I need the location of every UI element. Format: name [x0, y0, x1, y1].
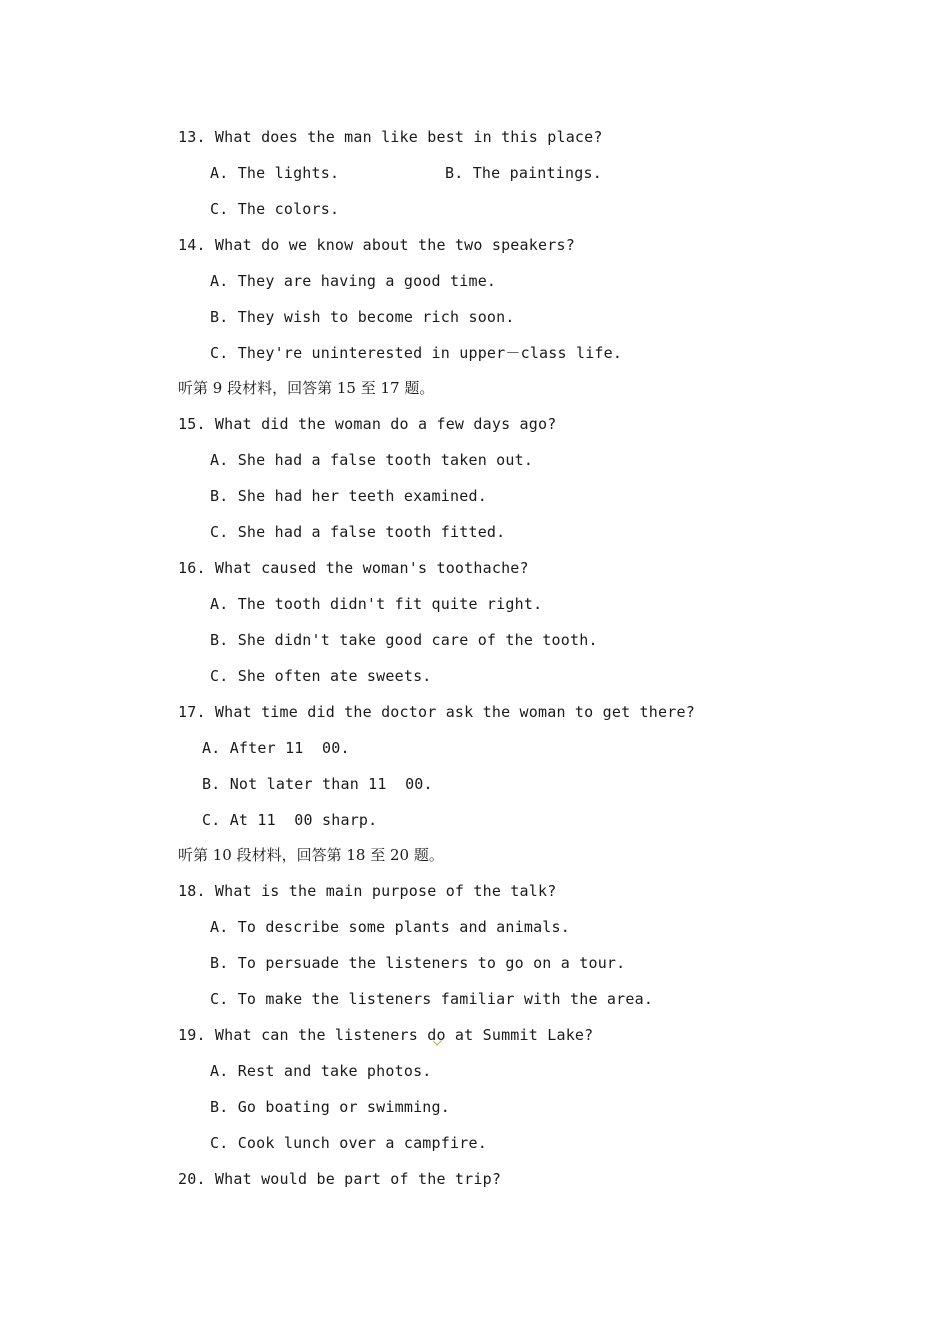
option-13c: C. The colors. [210, 200, 340, 218]
section-heading-9: 听第 9 段材料，回答第 15 至 17 题。 [178, 379, 435, 397]
option-16c: C. She often ate sweets. [210, 667, 432, 685]
option-18b: B. To persuade the listeners to go on a tour. [210, 954, 626, 972]
option-19a: A. Rest and take photos. [210, 1062, 432, 1080]
option-17a: A. After 11 00. [202, 739, 350, 757]
question-13: 13. What does the man like best in this place? [178, 128, 603, 146]
question-18: 18. What is the main purpose of the talk? [178, 882, 557, 900]
option-19c: C. Cook lunch over a campfire. [210, 1134, 487, 1152]
question-16: 16. What caused the woman's toothache? [178, 559, 529, 577]
option-15b: B. She had her teeth examined. [210, 487, 487, 505]
option-14a: A. They are having a good time. [210, 272, 497, 290]
option-15c: C. She had a false tooth fitted. [210, 523, 506, 541]
question-20: 20. What would be part of the trip? [178, 1170, 502, 1188]
question-19: 19. What can the listeners do at Summit Lake? [178, 1026, 594, 1044]
option-19b: B. Go boating or swimming. [210, 1098, 450, 1116]
option-13b: B. The paintings. [445, 164, 602, 182]
option-17b: B. Not later than 11 00. [202, 775, 433, 793]
question-17: 17. What time did the doctor ask the woman to get there? [178, 703, 695, 721]
option-17c: C. At 11 00 sharp. [202, 811, 378, 829]
section-heading-10: 听第 10 段材料，回答第 18 至 20 题。 [178, 846, 444, 864]
option-16a: A. The tooth didn't fit quite right. [210, 595, 543, 613]
option-14c: C. They're uninterested in upper－class life. [210, 344, 623, 362]
option-13a: A. The lights. [210, 164, 340, 182]
option-18c: C. To make the listeners familiar with the area. [210, 990, 654, 1008]
option-14b: B. They wish to become rich soon. [210, 308, 515, 326]
option-15a: A. She had a false tooth taken out. [210, 451, 534, 469]
option-18a: A. To describe some plants and animals. [210, 918, 570, 936]
option-16b: B. She didn't take good care of the tooth. [210, 631, 598, 649]
question-14: 14. What do we know about the two speakers? [178, 236, 575, 254]
question-15: 15. What did the woman do a few days ago? [178, 415, 557, 433]
